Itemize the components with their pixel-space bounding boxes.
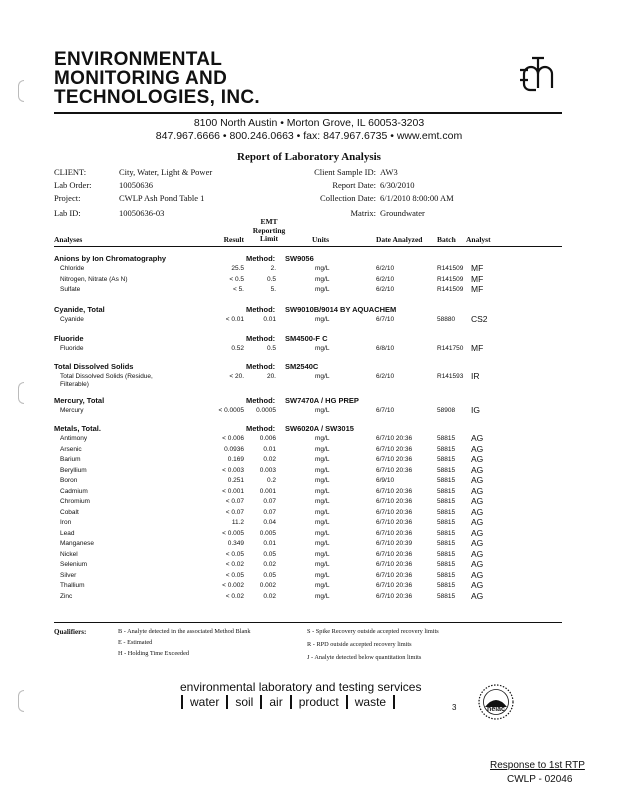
method-value: SW7470A / HG PREP xyxy=(285,396,359,405)
date-analyzed-value: 6/2/10 xyxy=(376,373,395,380)
batch-value: 58815 xyxy=(437,508,456,516)
method-label: Method: xyxy=(246,334,276,343)
project-value: CWLP Ash Pond Table 1 xyxy=(119,193,205,203)
analyst-value: MF xyxy=(471,263,484,273)
company-address xyxy=(0,117,618,143)
result-value: < 0.001 xyxy=(222,487,244,495)
analyte-name: Nitrogen, Nitrate (As N) xyxy=(60,275,128,283)
units-value: mg/L xyxy=(315,316,330,323)
analyst-value: AG xyxy=(471,506,484,517)
analyte-name: Zinc xyxy=(60,592,73,600)
section-title: Anions by Ion Chromatography xyxy=(54,254,167,263)
analyst-value: MF xyxy=(471,273,484,284)
batch-value: 58815 xyxy=(437,466,456,474)
address-line: 8100 North Austin • Morton Grove, IL 60053-3203 xyxy=(193,117,425,129)
footer-tagline: environmental laboratory and testing services xyxy=(180,680,422,694)
result-value: < 0.01 xyxy=(225,316,244,323)
analyte-name: Mercury xyxy=(60,407,84,414)
client-sample-id-value: AW3 xyxy=(380,167,398,177)
date-analyzed-value: 6/2/10 xyxy=(376,265,395,272)
section-title: Total Dissolved Solids xyxy=(54,362,134,371)
batch-value: 58815 xyxy=(437,550,456,558)
punch-hole-mark xyxy=(18,382,24,404)
lab-id-value: 10050636-03 xyxy=(119,208,165,218)
analyte-name: Total Dissolved Solids (Residue, Filterable) xyxy=(60,373,153,388)
reporting-limit-value: 0.07 xyxy=(263,498,276,505)
analyst-value: AG xyxy=(471,590,484,601)
column-header-result: Result xyxy=(223,235,244,244)
batch-value: 58815 xyxy=(437,571,456,579)
batch-value: 58815 xyxy=(437,519,456,526)
response-note: Response to 1st RTP xyxy=(490,760,585,771)
reporting-limit-value: 0.005 xyxy=(259,529,276,537)
column-header-analyst: Analyst xyxy=(466,235,491,244)
page-number: 3 xyxy=(452,703,457,712)
analyte-name: Chromium xyxy=(60,498,90,505)
units-value: mg/L xyxy=(315,456,330,463)
units-value: mg/L xyxy=(315,286,330,293)
date-analyzed-value: 6/7/10 20:36 xyxy=(376,529,413,537)
units-value: mg/L xyxy=(315,466,330,474)
batch-value: R141593 xyxy=(437,373,464,380)
footer-service-water: water xyxy=(181,695,226,709)
analyte-name: Cadmium xyxy=(60,487,88,495)
batch-value: 58908 xyxy=(437,407,456,414)
units-value: mg/L xyxy=(315,275,330,283)
company-name-line: MONITORING AND xyxy=(54,68,228,89)
column-header-analyses: Analyses xyxy=(54,235,83,244)
method-label: Method: xyxy=(246,362,276,371)
project-label: Project: xyxy=(54,193,81,203)
result-value: 0.0936 xyxy=(224,445,244,453)
analyst-value: IG xyxy=(471,405,480,415)
analyst-value: IR xyxy=(471,371,480,381)
column-header-batch: Batch xyxy=(437,235,456,244)
result-value: < 0.02 xyxy=(225,592,244,600)
emt-logo-icon xyxy=(516,52,560,96)
analyte-name: Thallium xyxy=(60,582,85,589)
section-title: Fluoride xyxy=(54,334,84,343)
analyte-name: Boron xyxy=(60,477,78,484)
analyst-value: AG xyxy=(471,475,484,485)
company-name-line: TECHNOLOGIES, INC. xyxy=(54,87,260,108)
units-value: mg/L xyxy=(315,373,330,380)
qualifier-item: E - Estimated xyxy=(118,639,153,646)
batch-value: R141509 xyxy=(437,286,464,293)
batch-value: 58815 xyxy=(437,445,456,453)
analyte-name: Arsenic xyxy=(60,445,82,453)
column-header-line: Reporting xyxy=(252,225,286,235)
result-value: < 0.0005 xyxy=(218,407,244,414)
date-analyzed-value: 6/7/10 20:36 xyxy=(376,435,413,442)
client-sample-id-label: Client Sample ID: xyxy=(314,167,376,177)
result-value: < 0.002 xyxy=(222,582,244,589)
batch-value: 58815 xyxy=(437,582,456,589)
contact-line: 847.967.6666 • 800.246.0663 • fax: 847.967.6735 • www.emt.com xyxy=(155,130,463,142)
qualifiers-label: Qualifiers: xyxy=(54,628,87,636)
column-header-rule xyxy=(54,246,562,247)
units-value: mg/L xyxy=(315,265,330,272)
analyst-value: AG xyxy=(471,538,484,548)
reporting-limit-value: 0.02 xyxy=(263,592,276,600)
analyst-value: AG xyxy=(471,527,484,538)
collection-date-label: Collection Date: xyxy=(320,193,376,203)
batch-value: 58815 xyxy=(437,456,456,463)
batch-value: 58815 xyxy=(437,477,456,484)
units-value: mg/L xyxy=(315,529,330,537)
lab-order-label: Lab Order: xyxy=(54,180,92,190)
analyte-name: Cyanide xyxy=(60,316,84,323)
units-value: mg/L xyxy=(315,519,330,526)
result-value: 11.2 xyxy=(231,519,244,526)
section-title: Mercury, Total xyxy=(54,396,105,405)
header-rule xyxy=(54,112,562,114)
report-date-label: Report Date: xyxy=(332,180,376,190)
result-value: 0.52 xyxy=(231,345,244,352)
method-label: Method: xyxy=(246,254,276,263)
result-value: < 0.003 xyxy=(222,466,244,474)
reporting-limit-value: 0.01 xyxy=(263,445,276,453)
date-analyzed-value: 6/7/10 20:36 xyxy=(376,571,413,579)
units-value: mg/L xyxy=(315,407,330,414)
client-value: City, Water, Light & Power xyxy=(119,167,213,177)
date-analyzed-value: 6/2/10 xyxy=(376,286,395,293)
reporting-limit-value: 0.07 xyxy=(263,508,276,516)
reporting-limit-value: 0.006 xyxy=(259,435,276,442)
reporting-limit-value: 0.01 xyxy=(263,540,276,547)
qualifier-item: H - Holding Time Exceeded xyxy=(118,650,190,657)
footer-services xyxy=(181,695,395,709)
result-value: < 20. xyxy=(229,373,244,380)
date-analyzed-value: 6/2/10 xyxy=(376,275,395,283)
analyst-value: AG xyxy=(471,548,484,559)
analyst-value: AG xyxy=(471,580,484,590)
units-value: mg/L xyxy=(315,582,330,589)
analyte-name: Silver xyxy=(60,571,77,579)
units-value: mg/L xyxy=(315,571,330,579)
reporting-limit-value: 0.001 xyxy=(259,487,276,495)
collection-date-value: 6/1/2010 8:00:00 AM xyxy=(380,193,454,203)
date-analyzed-value: 6/7/10 20:36 xyxy=(376,456,413,463)
date-analyzed-value: 6/7/10 20:39 xyxy=(376,540,413,547)
matrix-label: Matrix: xyxy=(350,208,376,218)
date-analyzed-value: 6/7/10 20:36 xyxy=(376,519,413,526)
batch-value: 58815 xyxy=(437,561,456,568)
analyst-value: AG xyxy=(471,485,484,496)
date-analyzed-value: 6/7/10 20:36 xyxy=(376,550,413,558)
result-value: < 5. xyxy=(232,286,244,293)
reporting-limit-value: 0.02 xyxy=(263,561,276,568)
footer-service-waste: waste xyxy=(346,695,395,709)
units-value: mg/L xyxy=(315,592,330,600)
nelac-seal-icon xyxy=(477,683,515,721)
date-analyzed-value: 6/7/10 20:36 xyxy=(376,508,413,516)
result-value: < 0.05 xyxy=(225,550,244,558)
analyte-name: Fluoride xyxy=(60,345,84,352)
reporting-limit-value: 20. xyxy=(266,373,276,380)
batch-value: 58815 xyxy=(437,487,456,495)
units-value: mg/L xyxy=(315,561,330,568)
batch-value: R141509 xyxy=(437,265,464,272)
column-header-line: EMT xyxy=(260,217,278,226)
date-analyzed-value: 6/9/10 xyxy=(376,477,395,484)
column-header-line: Limit xyxy=(260,234,278,243)
analyst-value: AG xyxy=(471,569,484,580)
footer-service-air: air xyxy=(260,695,289,709)
result-value: 0.169 xyxy=(227,456,244,463)
date-analyzed-value: 6/7/10 20:36 xyxy=(376,445,413,453)
result-value: < 0.005 xyxy=(222,529,244,537)
units-value: mg/L xyxy=(315,477,330,484)
result-value: 25.5 xyxy=(231,265,244,272)
units-value: mg/L xyxy=(315,540,330,547)
report-title: Report of Laboratory Analysis xyxy=(237,151,381,163)
result-value: < 0.006 xyxy=(222,435,244,442)
method-value: SW9010B/9014 BY AQUACHEM xyxy=(285,305,397,314)
report-date-value: 6/30/2010 xyxy=(380,180,415,190)
date-analyzed-value: 6/7/10 20:36 xyxy=(376,592,413,600)
units-value: mg/L xyxy=(315,435,330,442)
batch-value: 58815 xyxy=(437,435,456,442)
result-value: < 0.5 xyxy=(229,275,244,283)
punch-hole-mark xyxy=(18,690,24,712)
company-name xyxy=(54,50,260,107)
footer-service-product: product xyxy=(290,695,346,709)
footer-service-soil: soil xyxy=(226,695,260,709)
units-value: mg/L xyxy=(315,550,330,558)
reporting-limit-value: 5. xyxy=(270,286,276,293)
analyte-name: Selenium xyxy=(60,561,88,568)
analyst-value: MF xyxy=(471,284,484,294)
method-label: Method: xyxy=(246,396,276,405)
analyte-name: Cobalt xyxy=(60,508,79,516)
reporting-limit-value: 0.0005 xyxy=(256,407,276,414)
batch-value: 58815 xyxy=(437,498,456,505)
analyst-value: AG xyxy=(471,496,484,506)
reporting-limit-value: 0.01 xyxy=(263,316,276,323)
method-value: SW9056 xyxy=(285,254,314,263)
method-value: SW6020A / SW3015 xyxy=(285,424,354,433)
column-header-date-analyzed: Date Analyzed xyxy=(376,235,423,244)
analyte-name: Lead xyxy=(60,529,75,537)
qualifier-item: B - Analyte detected in the associated Method Blank xyxy=(118,628,251,635)
reporting-limit-value: 0.5 xyxy=(266,345,276,352)
matrix-value: Groundwater xyxy=(380,208,425,218)
result-value: < 0.07 xyxy=(225,498,244,505)
section-title: Metals, Total. xyxy=(54,424,101,433)
reporting-limit-value: 0.05 xyxy=(263,571,276,579)
analyte-name: Nickel xyxy=(60,550,78,558)
date-analyzed-value: 6/7/10 xyxy=(376,407,395,414)
date-analyzed-value: 6/7/10 20:36 xyxy=(376,498,413,505)
date-analyzed-value: 6/7/10 20:36 xyxy=(376,582,413,589)
result-value: < 0.05 xyxy=(225,571,244,579)
result-value: < 0.02 xyxy=(225,561,244,568)
column-header-units: Units xyxy=(312,235,330,244)
date-analyzed-value: 6/7/10 20:36 xyxy=(376,466,413,474)
qualifier-item: J - Analyte detected below quantitation limits xyxy=(307,654,422,661)
batch-value: 58815 xyxy=(437,540,456,547)
analyst-value: AG xyxy=(471,464,484,475)
lab-id-label: Lab ID: xyxy=(54,208,81,218)
result-value: 0.349 xyxy=(227,540,244,547)
units-value: mg/L xyxy=(315,445,330,453)
units-value: mg/L xyxy=(315,487,330,495)
punch-hole-mark xyxy=(18,80,24,102)
analyst-value: AG xyxy=(471,433,484,443)
date-analyzed-value: 6/7/10 20:36 xyxy=(376,487,413,495)
batch-value: 58815 xyxy=(437,529,456,537)
analyst-value: AG xyxy=(471,443,484,454)
qualifier-item: R - RPD outside accepted recovery limits xyxy=(307,641,412,648)
client-label: CLIENT: xyxy=(54,167,87,177)
analyst-value: CS2 xyxy=(471,314,488,324)
method-label: Method: xyxy=(246,424,276,433)
reporting-limit-value: 0.04 xyxy=(263,519,276,526)
batch-value: R141509 xyxy=(437,275,464,283)
column-header-reporting-limit xyxy=(246,218,292,244)
reporting-limit-value: 0.2 xyxy=(266,477,276,484)
batch-value: 58880 xyxy=(437,316,456,323)
section-title: Cyanide, Total xyxy=(54,305,105,314)
units-value: mg/L xyxy=(315,345,330,352)
analyst-value: MF xyxy=(471,343,484,353)
lab-order-value: 10050636 xyxy=(119,180,153,190)
result-value: 0.251 xyxy=(227,477,244,484)
result-value: < 0.07 xyxy=(225,508,244,516)
analyte-name: Beryllium xyxy=(60,466,87,474)
analyte-name: Iron xyxy=(60,519,72,526)
company-name-line: ENVIRONMENTAL xyxy=(54,49,223,70)
analyst-value: AG xyxy=(471,517,484,527)
analyte-name: Barium xyxy=(60,456,81,463)
analyte-name: Manganese xyxy=(60,540,94,547)
reporting-limit-value: 0.002 xyxy=(259,582,276,589)
method-value: SM2540C xyxy=(285,362,319,371)
reporting-limit-value: 0.02 xyxy=(263,456,276,463)
method-value: SM4500-F C xyxy=(285,334,328,343)
analyst-value: AG xyxy=(471,454,484,464)
qualifiers-rule xyxy=(54,622,562,623)
analyte-name: Chloride xyxy=(60,265,85,272)
qualifier-item: S - Spike Recovery outside accepted recovery limits xyxy=(307,628,439,635)
analyst-value: AG xyxy=(471,559,484,569)
reporting-limit-value: 0.003 xyxy=(259,466,276,474)
batch-value: 58815 xyxy=(437,592,456,600)
analyte-name: Sulfate xyxy=(60,286,81,293)
analyte-name: Antimony xyxy=(60,435,88,442)
reporting-limit-value: 0.05 xyxy=(263,550,276,558)
bates-number: CWLP - 02046 xyxy=(507,774,573,785)
batch-value: R141750 xyxy=(437,345,464,352)
nelac-seal-text: nelac xyxy=(487,706,505,713)
reporting-limit-value: 2. xyxy=(270,265,276,272)
method-label: Method: xyxy=(246,305,276,314)
units-value: mg/L xyxy=(315,498,330,505)
reporting-limit-value: 0.5 xyxy=(266,275,276,283)
date-analyzed-value: 6/7/10 20:36 xyxy=(376,561,413,568)
units-value: mg/L xyxy=(315,508,330,516)
date-analyzed-value: 6/8/10 xyxy=(376,345,395,352)
date-analyzed-value: 6/7/10 xyxy=(376,316,395,323)
